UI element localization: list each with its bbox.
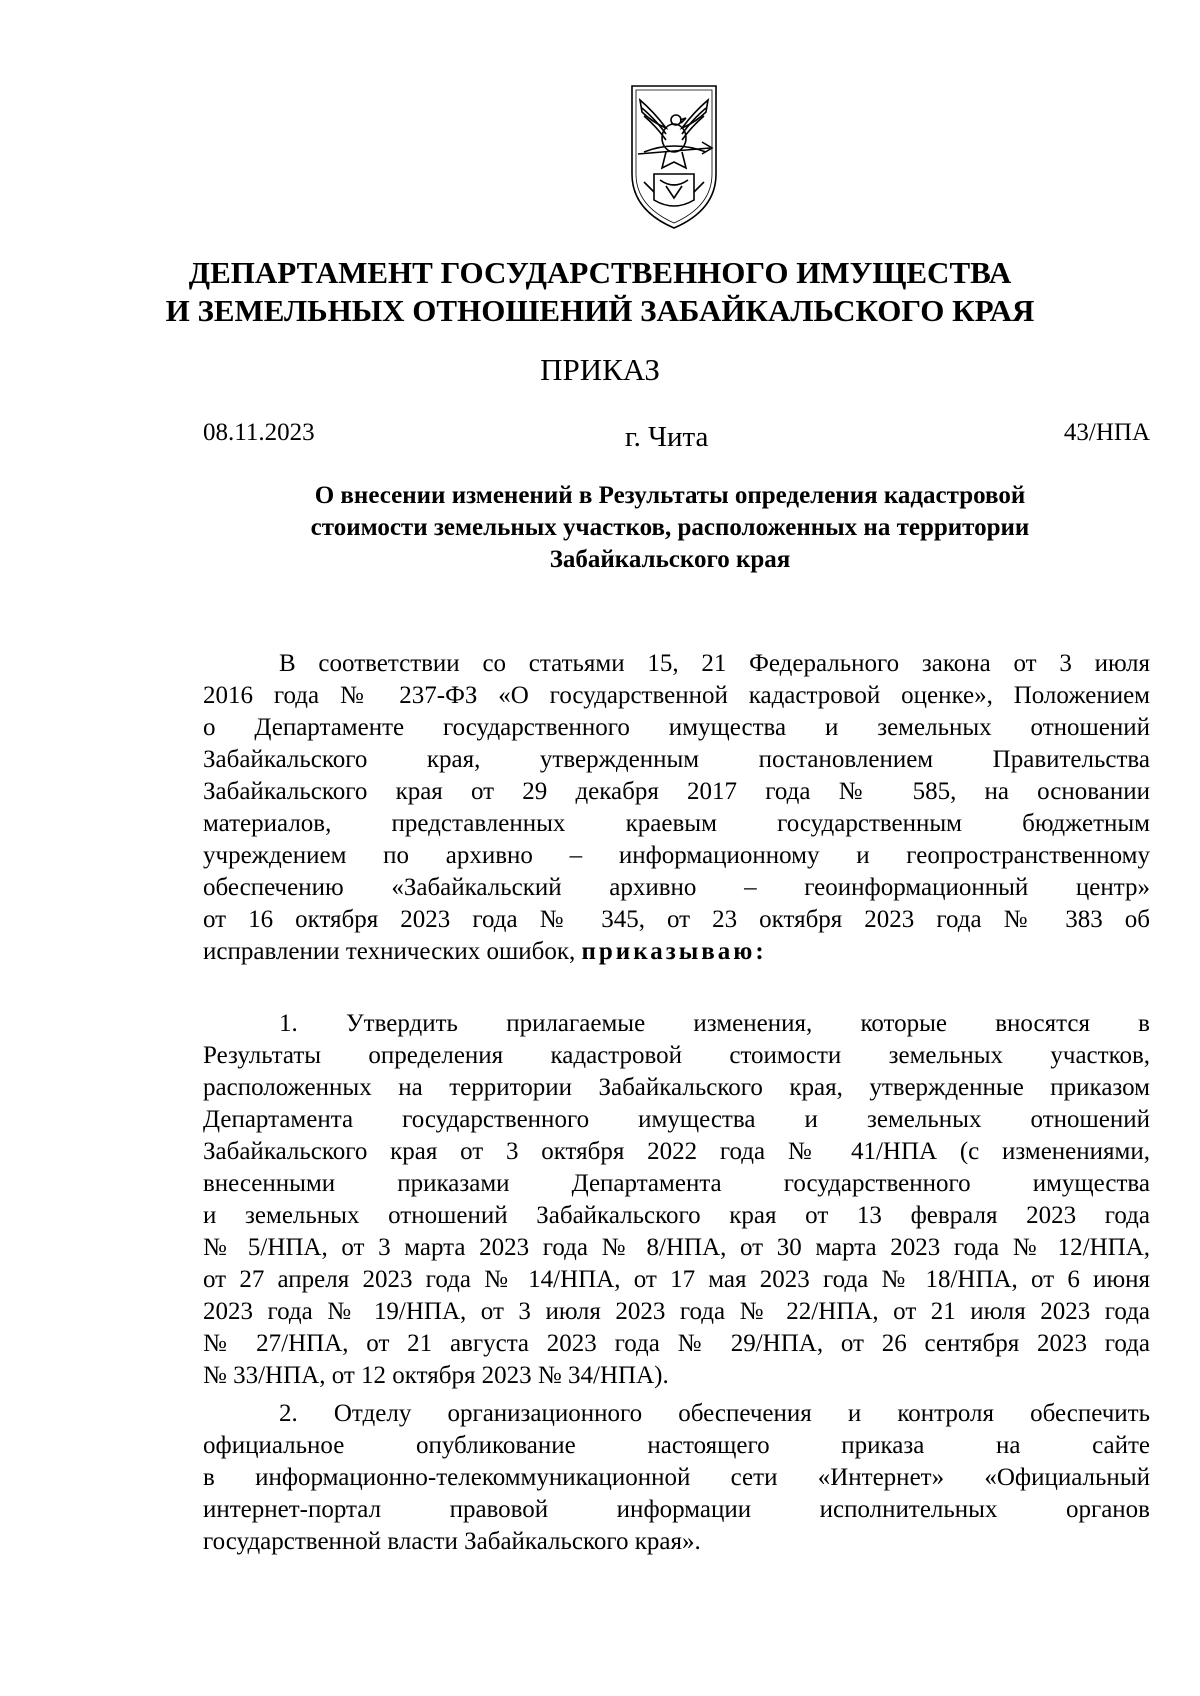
paragraph-line: в информационно-телекоммуникационной сети «Интернет» «Официальный [203, 1464, 1150, 1491]
paragraph-line: Забайкальского края, утвержденным постановлением Правительства [203, 746, 1150, 773]
paragraph-line: о Департаменте государственного имущества и земельных отношений [203, 714, 1150, 741]
document-type: ПРИКАЗ [540, 352, 660, 387]
paragraph-line: внесенными приказами Департамента государственного имущества [203, 1170, 1150, 1197]
paragraph-line: и земельных отношений Забайкальского края от 13 февраля 2023 года [203, 1202, 1150, 1229]
paragraph-line: 2. Отделу организационного обеспечения и контроля обеспечить [279, 1400, 1150, 1427]
paragraph-line: В соответствии со статьями 15, 21 Федерального закона от 3 июля [279, 650, 1150, 677]
order-word: приказываю: [581, 938, 767, 965]
paragraph-line: № 27/НПА, от 21 августа 2023 года № 29/НПА, от 26 сентября 2023 года [203, 1330, 1150, 1357]
paragraph-line: от 27 апреля 2023 года № 14/НПА, от 17 мая 2023 года № 18/НПА, от 6 июня [203, 1266, 1150, 1293]
coat-of-arms-icon [614, 82, 734, 232]
item-1-paragraph [203, 1008, 1150, 1392]
subject-line: Забайкальского края [549, 546, 791, 573]
paragraph-line: материалов, представленных краевым государственным бюджетным [203, 810, 1150, 837]
paragraph-line [203, 936, 1150, 968]
paragraph-line: 2016 года № 237-ФЗ «О государственной кадастровой оценке», Положением [203, 682, 1150, 709]
document-subject [200, 480, 1140, 576]
paragraph-line: 1. Утвердить прилагаемые изменения, которые вносятся в [279, 1010, 1150, 1037]
paragraph-line: Забайкальского края от 3 октября 2022 года № 41/НПА (с изменениями, [203, 1138, 1150, 1165]
paragraph-line: № 5/НПА, от 3 марта 2023 года № 8/НПА, от 30 марта 2023 года № 12/НПА, [203, 1234, 1150, 1261]
paragraph-line: Департамента государственного имущества и земельных отношений [203, 1106, 1150, 1133]
department-title-line1: ДЕПАРТАМЕНТ ГОСУДАРСТВЕННОГО ИМУЩЕСТВА [188, 255, 1012, 290]
document-date: 08.11.2023 [203, 419, 315, 446]
paragraph-line: Забайкальского края от 29 декабря 2017 года № 585, на основании [203, 778, 1150, 805]
paragraph-line: официальное опубликование настоящего приказа на сайте [203, 1432, 1150, 1459]
paragraph-line: учреждением по архивно – информационному и геопространственному [203, 842, 1150, 869]
paragraph-line: интернет-портал правовой информации исполнительных органов [203, 1496, 1150, 1523]
paragraph-line: расположенных на территории Забайкальского края, утвержденные приказом [203, 1074, 1150, 1101]
department-title [0, 254, 1200, 330]
subject-line: стоимости земельных участков, расположенных на территории [310, 514, 1030, 541]
paragraph-line: № 33/НПА, от 12 октября 2023 № 34/НПА). [203, 1362, 669, 1389]
paragraph-line: государственной власти Забайкальского края». [203, 1528, 701, 1555]
subject-line: О внесении изменений в Результаты определения кадастровой [314, 482, 1026, 509]
item-2-paragraph [203, 1398, 1150, 1558]
paragraph-line-text: исправлении технических ошибок, [203, 938, 582, 965]
document-number: 43/НПА [1063, 419, 1150, 446]
paragraph-line: обеспечению «Забайкальский архивно – геоинформационный центр» [203, 874, 1150, 901]
paragraph-line: Результаты определения кадастровой стоимости земельных участков, [203, 1042, 1150, 1069]
paragraph-line: 2023 года № 19/НПА, от 3 июля 2023 года № 22/НПА, от 21 июля 2023 года [203, 1298, 1150, 1325]
department-title-line2: И ЗЕМЕЛЬНЫХ ОТНОШЕНИЙ ЗАБАЙКАЛЬСКОГО КРАЯ [165, 293, 1035, 328]
document-city: г. Чита [625, 421, 709, 453]
preamble-paragraph [203, 648, 1150, 968]
paragraph-line: от 16 октября 2023 года № 345, от 23 октября 2023 года № 383 об [203, 906, 1150, 933]
